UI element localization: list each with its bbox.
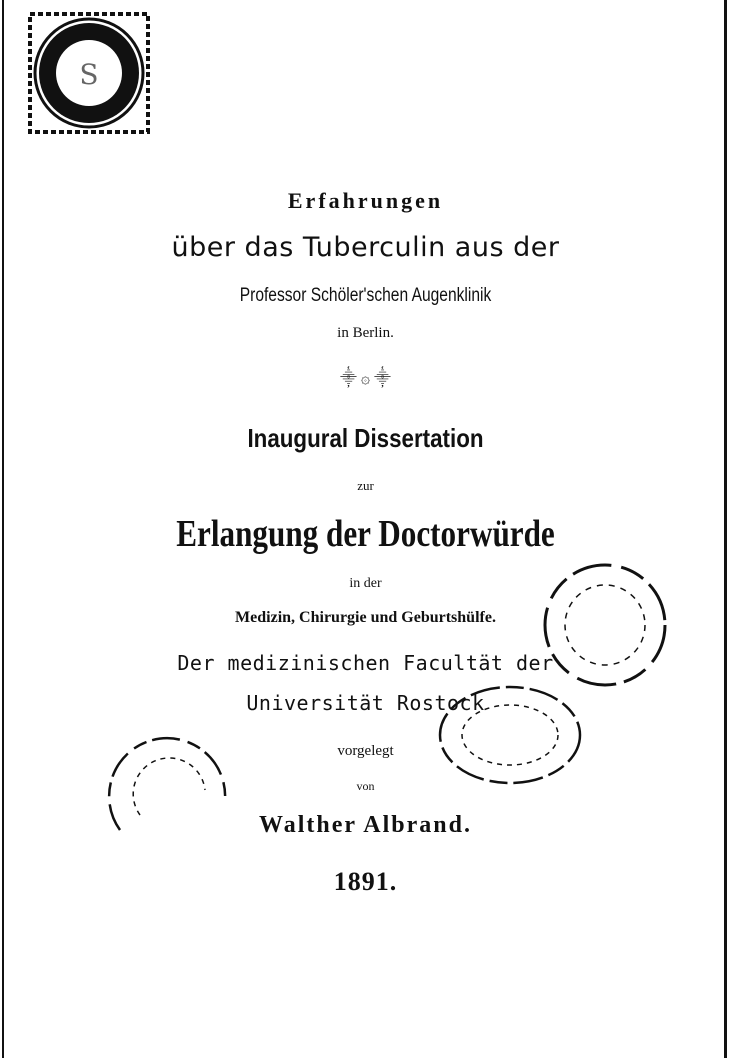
fields-of-study: Medizin, Chirurgie und Geburtshülfe. [235, 609, 496, 626]
title-line-3: Professor Schöler'schen Augenklinik [239, 285, 492, 306]
title-line-4: in Berlin. [337, 325, 394, 341]
title-line-1: Erfahrungen [287, 188, 444, 213]
degree-title: Erlangung der Doctorwürde [176, 513, 555, 555]
author-name: Walther Albrand. [259, 812, 472, 838]
scan-border-right [724, 0, 727, 1058]
title-line-2: über das Tuberculin aus der [171, 232, 560, 263]
von-text: von [356, 779, 375, 793]
ornament-divider: ⸎ ۞ ⸎ [340, 370, 391, 387]
faculty-line-2: Universität Rostock [246, 691, 485, 715]
library-stamp-top-left [28, 12, 150, 134]
preposition-in-der: in der [349, 576, 382, 591]
svg-text:S: S [79, 58, 99, 91]
scan-border-left [2, 0, 4, 1058]
dissertation-heading: Inaugural Dissertation [247, 423, 484, 453]
preposition-zur: zur [357, 478, 374, 493]
faculty-line-1: Der medizinischen Facultät der [177, 651, 554, 675]
publication-year: 1891. [333, 867, 398, 896]
vorgelegt-text: vorgelegt [337, 743, 394, 759]
